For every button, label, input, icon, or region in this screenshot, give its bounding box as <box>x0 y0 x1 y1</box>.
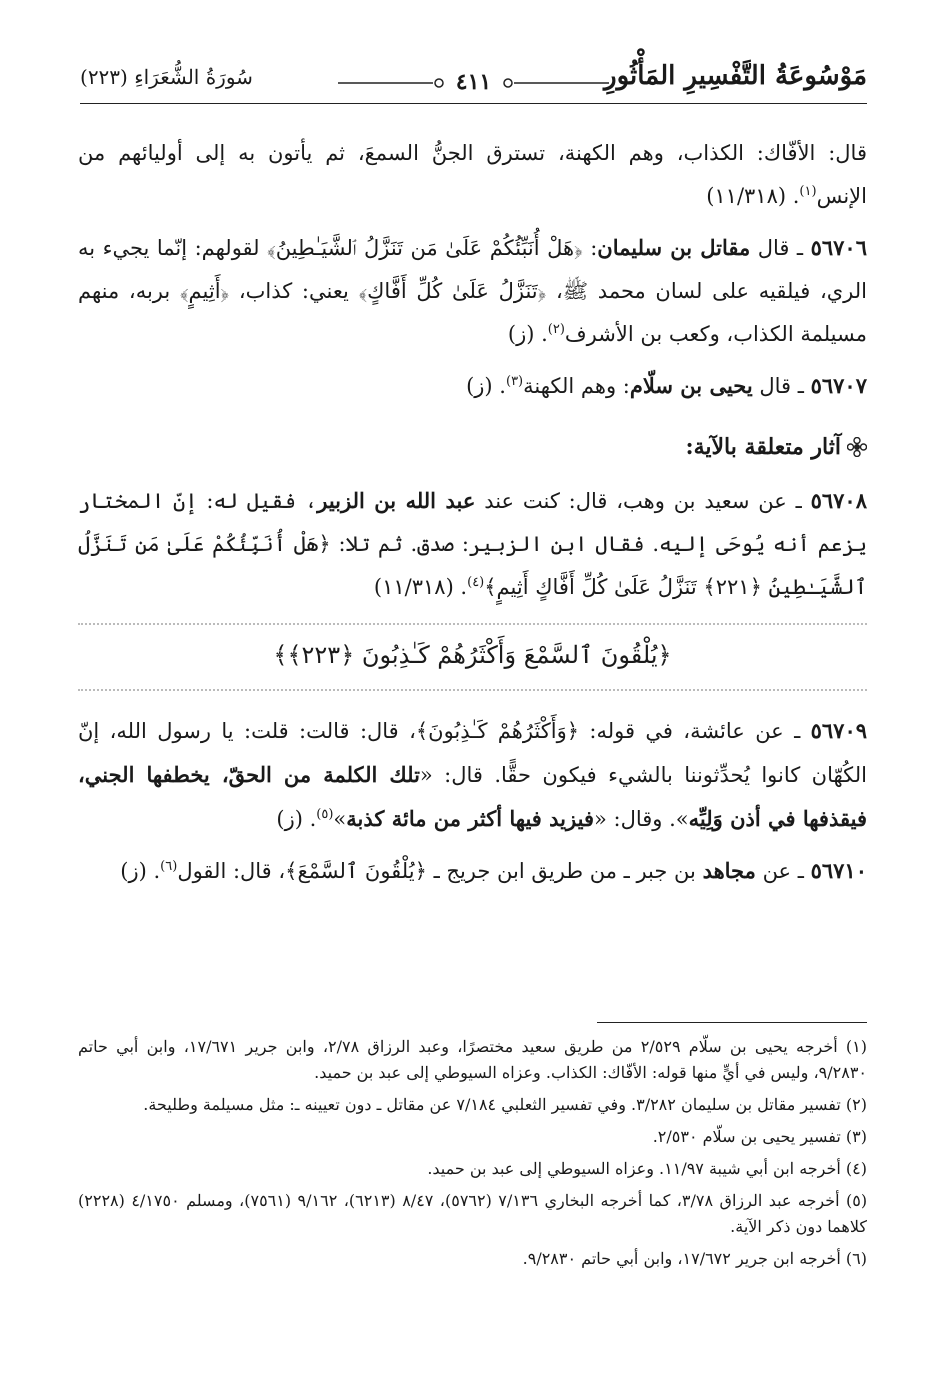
main-text <box>78 132 867 901</box>
footnote-marker[interactable]: (٤) <box>467 575 485 590</box>
text: ـ عن عائشة، في قوله: ﴿وَأَكْثَرُهُمْ كَـٰذِبُونَ﴾، قال: قالت: قلت: يا رسول الله، إنّ الكُهّان كانوا يُحدِّثوننا بالشيء فيكون حقًّا. قال: « <box>78 719 867 787</box>
text: » <box>333 807 347 831</box>
footnote: (٢) تفسير مقاتل بن سليمان ٣/٢٨٢. وفي تفسير الثعلبي ٧/١٨٤ عن مقاتل ـ دون تعيينه ـ: مثل مسيلمة وطليحة. <box>143 1095 867 1114</box>
report-number: ٥٦٧٠٩ <box>810 718 868 743</box>
ayah-text: ﴿يُلْقُونَ ٱلسَّمْعَ وَأَكْثَرُهُمْ كَـٰذِبُونَ ﴿٢٢٣﴾﴾ <box>273 641 672 669</box>
paragraph <box>78 479 867 609</box>
footnote-rule <box>597 1022 867 1023</box>
footnote: (٥) أخرجه عبد الرزاق ٣/٧٨، كما أخرجه البخاري ٧/١٣٦ (٥٧٦٢)، ٨/٤٧ (٦٢١٣)، ٩/١٦٢ (٧٥٦١)، ومسلم ٤/١٧٥٠ (٢٢٢٨) كلاهما دون ذكر الآية. <box>78 1191 868 1236</box>
paragraph <box>78 132 867 218</box>
ornament-right-icon <box>499 76 609 90</box>
footnote: (٦) أخرجه ابن جرير ١٧/٦٧٢، وابن أبي حاتم ٩/٢٨٣٠. <box>522 1249 867 1268</box>
paragraph <box>78 709 867 841</box>
narrator-name: يحيى بن سلّام <box>629 373 753 398</box>
page-number: ٤١١ <box>455 69 492 95</box>
reference: . (ز) <box>507 322 548 346</box>
report-number: ٥٦٧٠٨ <box>810 488 867 513</box>
section-title: آثار متعلقة بالآية: <box>685 434 841 460</box>
text: : وهم الكهنة <box>523 374 630 398</box>
text: : ﴿هَلْ أُنَبِّئُكُمْ عَلَىٰ مَن تَنَزَّلُ ٱلشَّيَـٰطِينُ﴾ لقولهم: إنّما يجيء به الري، فيلقيه على لسان محمد ﷺ، ﴿تَنَزَّلُ عَلَىٰ كُلِّ أَفَّاكٍ﴾ يعني: كذاب، ﴿أَثِيمٍ﴾ بربه، منهم مسيلمة الكذاب، وكعب بن الأشرف <box>78 236 867 346</box>
surah-label: سُورَةُ الشُّعَرَاءِ (٢٢٣) <box>80 65 253 89</box>
reference: . (ز) <box>120 859 161 883</box>
hadith-text: فيزيد فيها أكثر من مائة كذبة <box>346 806 594 831</box>
footnote-marker[interactable]: (٢) <box>547 322 565 337</box>
text: قال: الأفّاك: الكذاب، وهم الكهنة، تسترق الجنُّ السمعَ، ثم يأتون به إلى أوليائهم من الإنس <box>78 141 867 208</box>
running-header <box>80 55 867 115</box>
footnote: (٣) تفسير يحيى بن سلّام ٢/٥٣٠. <box>652 1127 867 1146</box>
ayah-banner <box>78 623 867 691</box>
footnote-marker[interactable]: (٦) <box>160 859 178 874</box>
reference: . (١١/٣١٨) <box>373 575 468 599</box>
report-number: ٥٦٧٠٧ <box>810 373 867 398</box>
paragraph <box>78 849 867 893</box>
footnote: (١) أخرجه يحيى بن سلّام ٢/٥٢٩ من طريق سعيد مختصرًا، وعبد الرزاق ٢/٧٨، وابن جرير ١٧/٦٧١، وابن أبي حاتم ٩/٢٨٣٠، وليس في أيٍّ منها قوله: الأفّاك: الكذاب. وعزاه السيوطي إلى عبد بن حميد. <box>78 1037 868 1082</box>
hadith-text: تلك الكلمة من الحقّ، يخطفها الجني، فيقذفها في أذن وَلِيِّه <box>78 762 867 831</box>
text: ـ قال <box>757 236 804 260</box>
header-rule <box>80 103 867 104</box>
paragraph <box>78 364 867 408</box>
footnote-marker[interactable]: (١) <box>799 184 817 199</box>
narrator-name: مجاهد <box>702 858 756 883</box>
text: ، فقيل له: إنّ المختار يزعم أنه يُوحَى إليه. فقال ابن الزبير: صدق. ثم تلا: ﴿هَلْ أُنَبِّئُكُمْ عَلَىٰ مَن تَنَزَّلُ ٱلشَّيَـٰطِينُ ﴿٢٢١﴾ تَنَزَّلُ عَلَىٰ كُلِّ أَفَّاكٍ أَثِيمٍ﴾ <box>78 489 867 599</box>
footnote: (٤) أخرجه ابن أبي شيبة ١١/٩٧. وعزاه السيوطي إلى عبد بن حميد. <box>427 1159 867 1178</box>
paragraph <box>78 226 867 356</box>
book-title: مَوْسُوعَةُ التَّفْسِيرِ المَأْثُورِ <box>604 61 867 91</box>
reference: . (ز) <box>276 807 317 831</box>
section-heading <box>78 426 867 469</box>
footnote-marker[interactable]: (٥) <box>316 807 334 822</box>
text: ـ قال <box>759 374 804 398</box>
text: ». وقال: « <box>594 807 689 831</box>
footnote-marker[interactable]: (٣) <box>505 374 524 389</box>
text: بن جبر ـ من طريق ابن جريج ـ ﴿يُلْقُونَ ٱلسَّمْعَ﴾، قال: القول <box>177 859 696 883</box>
ornament-left-icon <box>338 76 448 90</box>
narrator-name: عبد الله بن الزبير <box>317 488 476 513</box>
reference: . (١١/٣١٨) <box>706 184 800 208</box>
text: ـ عن سعيد بن وهب، قال: كنت عند <box>484 489 802 513</box>
reference: . (ز) <box>466 374 506 398</box>
narrator-name: مقاتل بن سليمان <box>597 235 751 260</box>
footnotes <box>78 1034 867 1278</box>
text: ـ عن <box>762 859 804 883</box>
flower-icon <box>847 437 867 457</box>
report-number: ٥٦٧٠٦ <box>810 235 867 260</box>
report-number: ٥٦٧١٠ <box>810 858 867 883</box>
